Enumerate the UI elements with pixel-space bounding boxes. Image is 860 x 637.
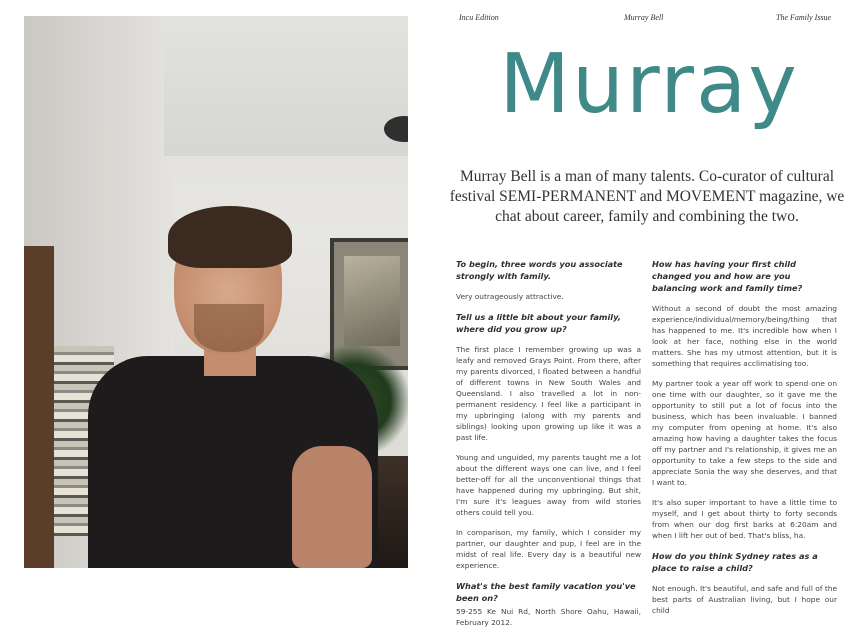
article-title: Murray: [499, 37, 799, 132]
frame-artwork: [344, 256, 400, 346]
answer-first-child-3: It's also super important to have a little time to myself, and I get about thirty to forty seconds from when our dog first barks at 6:20am and when I lift her out of bed. That's bliss, ha.: [652, 498, 837, 540]
column-right: [652, 258, 837, 625]
answer-grow-up-1: The first place I remember growing up was a leafy and removed Grays Point. From there, after my parents divorced, I floated between a handful of different towns in New South Wales and Queensland. I also travelled a lot in non-permanent residency. I feel like a participant in my upbringing (along with my parents and siblings) looking upon growing up like it was a past life.: [456, 345, 641, 442]
person-beard: [194, 304, 264, 352]
question-grow-up: Tell us a little bit about your family, where did you grow up?: [456, 312, 621, 334]
running-header-center: Murray Bell: [624, 13, 664, 22]
person-arm: [292, 446, 372, 568]
answer-first-child-1: Without a second of doubt the most amazing experience/individual/memory/being/thing that has happened to me. It's incredible how when I look at her face, nothing else in the world matters. She has my utmost attention, but it is something that requires acclimatising too.: [652, 304, 837, 368]
question-vacation: What's the best family vacation you've been on?: [456, 581, 636, 603]
running-header-right: The Family Issue: [776, 13, 832, 22]
answer-grow-up-3: In comparison, my family, which I consider my partner, our daughter and pup, I feel are in the midst of real life. Every day is a beautiful new experience.: [456, 528, 641, 570]
question-sydney: How do you think Sydney rates as a place to raise a child?: [652, 551, 818, 573]
answer-vacation: 59-255 Ke Nui Rd, North Shore Oahu, Hawaii, February 2012.: [456, 607, 641, 627]
column-left: [456, 258, 641, 637]
answer-three-words: Very outrageously attractive.: [456, 292, 564, 301]
question-first-child: How has having your first child changed you and how are you balancing work and family time?: [652, 259, 803, 293]
person-hair: [168, 206, 292, 268]
question-three-words: To begin, three words you associate strongly with family.: [456, 259, 623, 281]
portrait-photo: [24, 16, 408, 568]
answer-first-child-2: My partner took a year off work to spend one on one time with our daughter, so it gave me the opportunity to still put a lot of focus into the business, which has been invaluable. I banned my computer from opening at home. It's also amazing how having a daughter takes the focus off my partner and I's relationship, it gives me an opportunity to take a few steps to the side and appreciate Sonia the way she deserves, and that I want to.: [652, 379, 837, 487]
door-edge: [24, 246, 54, 568]
article-intro: Murray Bell is a man of many talents. Co-curator of cultural festival SEMI-PERMANENT and MOVEMENT magazine, we chat about career, family and combining the two.: [449, 168, 845, 225]
ceiling: [164, 16, 408, 156]
answer-grow-up-2: Young and unguided, my parents taught me a lot about the different ways one can live, and I feel better-off for all the unconventional things that have happened during my upbringing. But shit, I'm sure it's leagues away from wild stories others could tell you.: [456, 453, 641, 517]
running-header-left: Incu Edition: [459, 13, 499, 22]
answer-sydney: Not enough. It's beautiful, and safe and full of the best parts of Australian living, but I hope our child: [652, 584, 837, 615]
